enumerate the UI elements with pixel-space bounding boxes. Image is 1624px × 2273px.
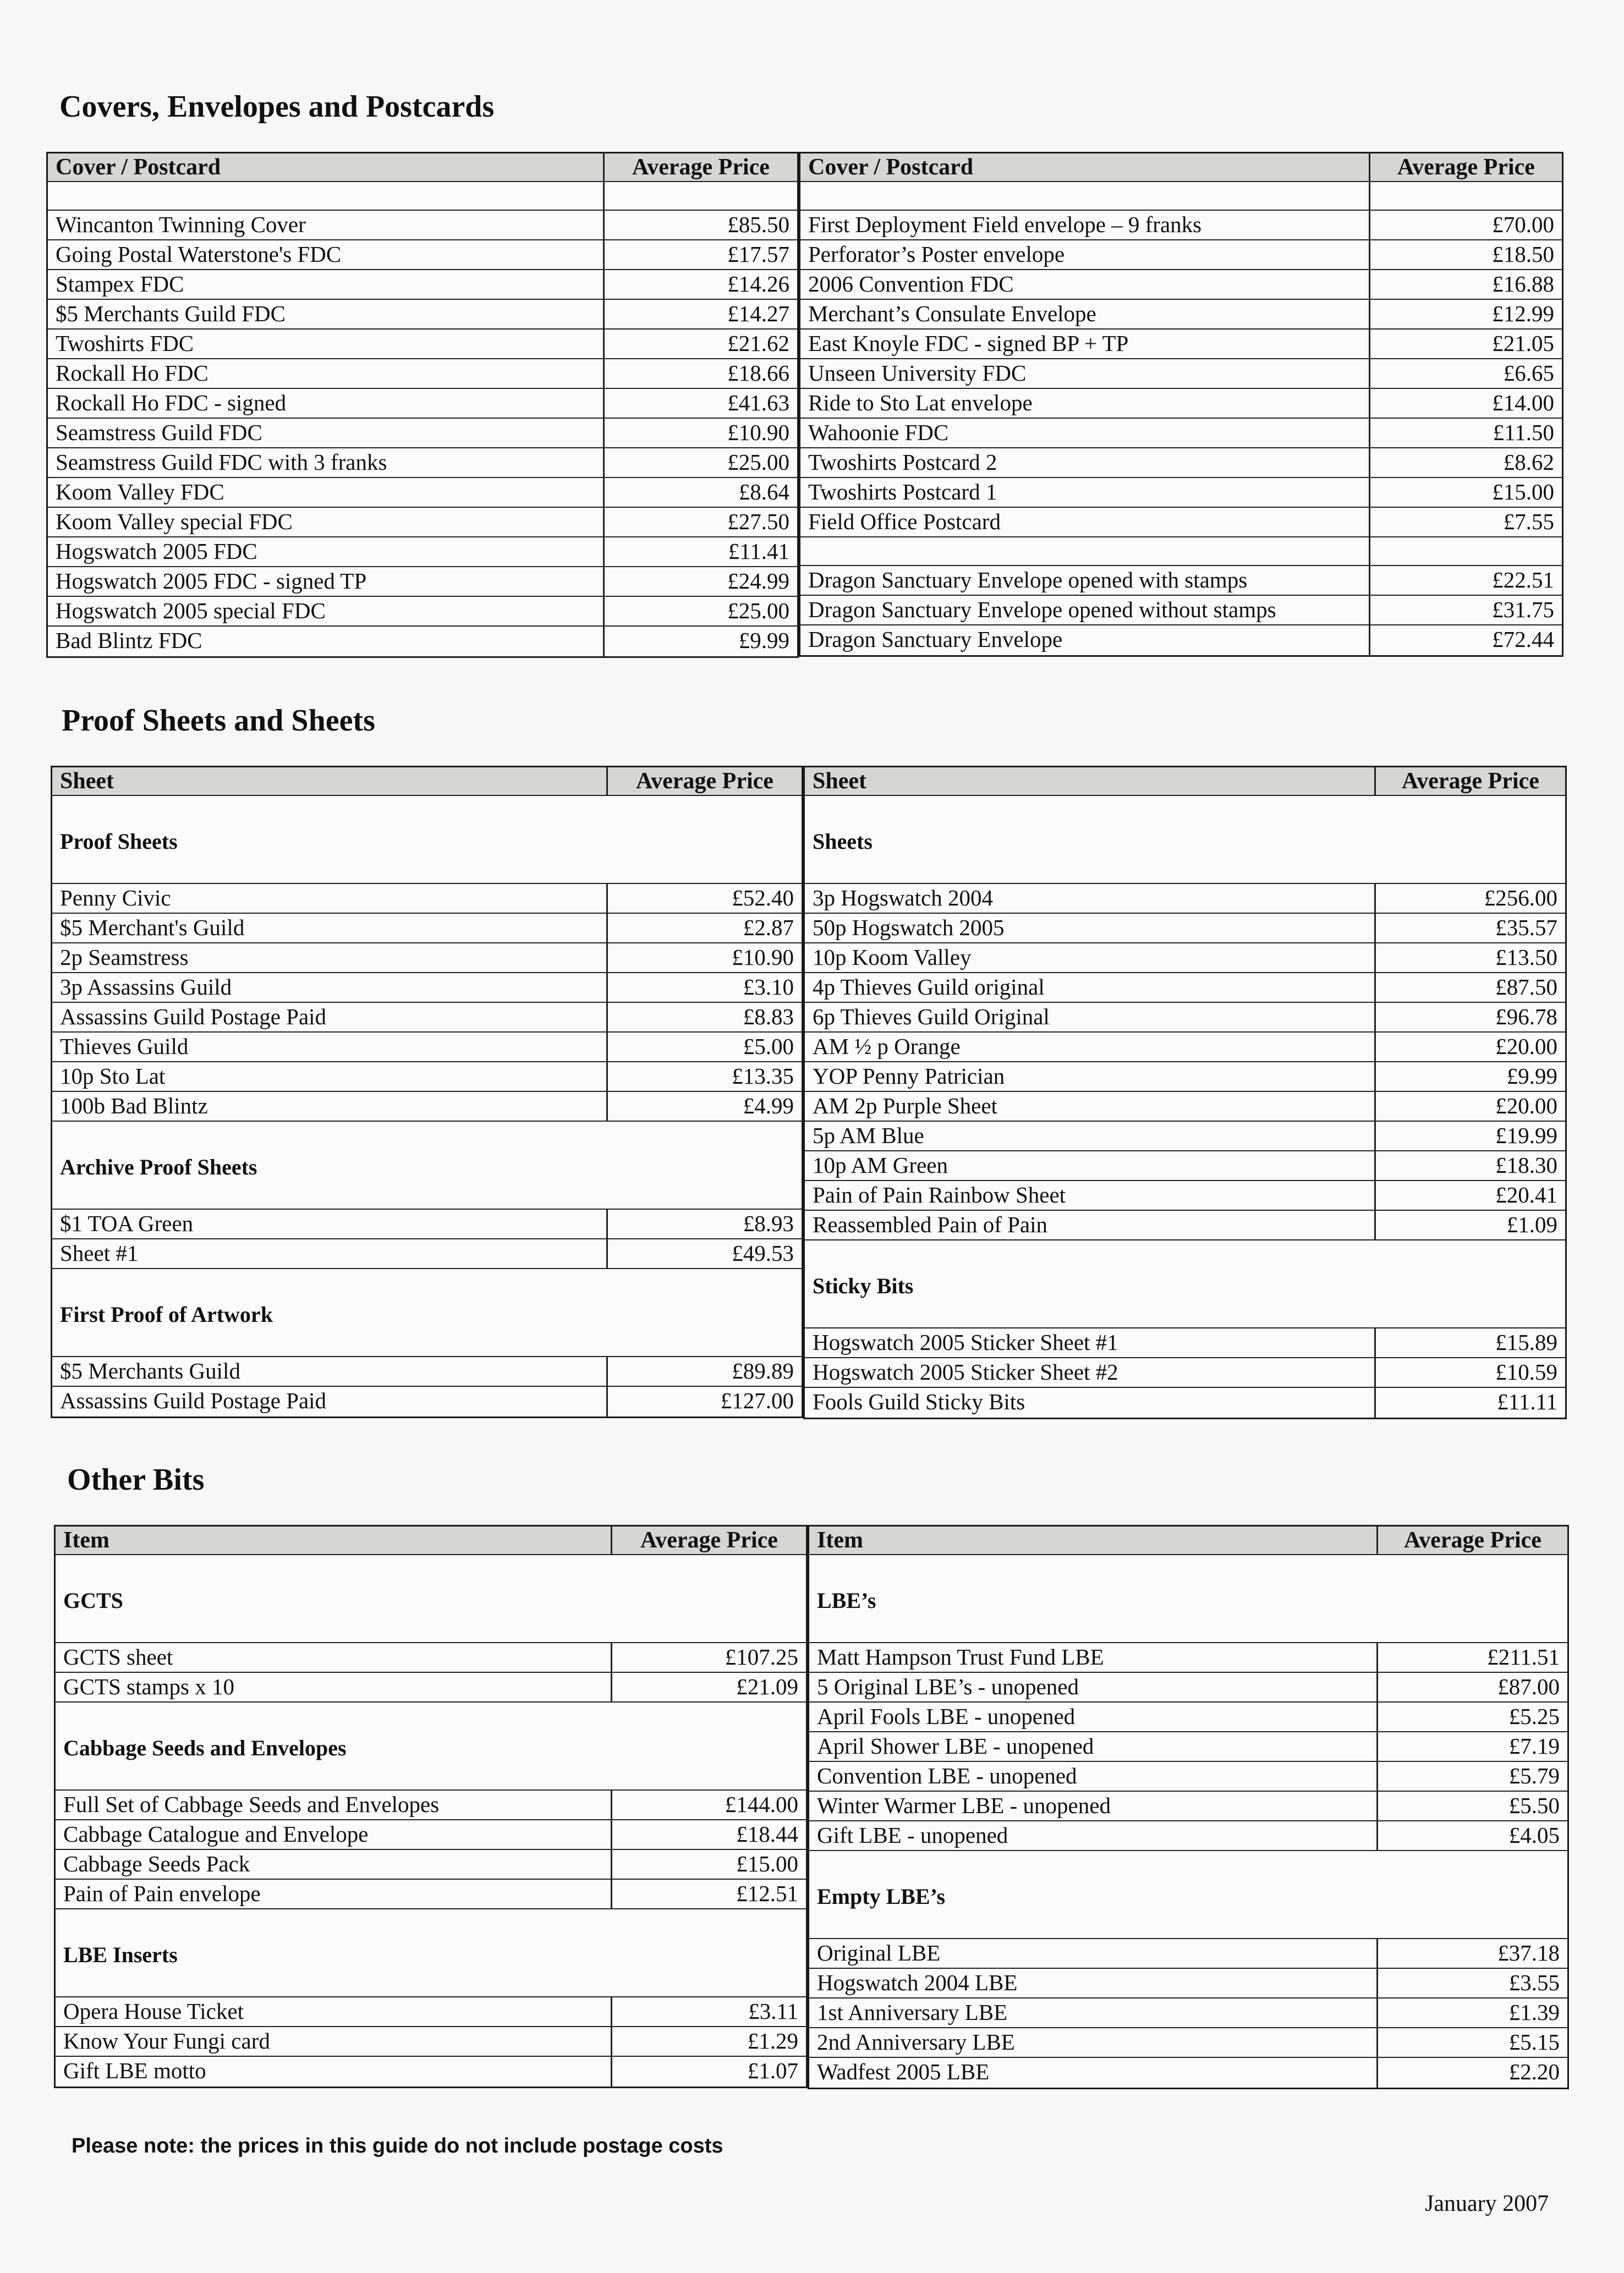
item-name: Original LBE bbox=[809, 1939, 1378, 1968]
item-price: £6.65 bbox=[1503, 360, 1554, 386]
item-price: £24.99 bbox=[727, 568, 789, 594]
item-name: 3p Hogswatch 2004 bbox=[805, 884, 1376, 913]
item-price: £21.05 bbox=[1492, 331, 1554, 356]
item-price: £127.00 bbox=[720, 1388, 794, 1413]
table-row bbox=[52, 1210, 802, 1239]
item-price: £10.90 bbox=[727, 420, 789, 445]
item-price: £18.66 bbox=[727, 360, 789, 386]
item-name: $5 Merchants Guild FDC bbox=[48, 300, 605, 328]
table-row bbox=[800, 270, 1562, 300]
table-row bbox=[52, 1033, 802, 1062]
item-name: Twoshirts Postcard 1 bbox=[800, 478, 1370, 507]
item-price: £13.50 bbox=[1495, 945, 1557, 970]
table-row bbox=[48, 389, 797, 419]
item-price: £8.64 bbox=[738, 479, 789, 504]
table-row bbox=[48, 330, 797, 359]
item-name: Pain of Pain Rainbow Sheet bbox=[805, 1181, 1376, 1210]
table-row bbox=[800, 419, 1562, 448]
group-heading: Proof Sheets bbox=[60, 829, 178, 854]
table-row bbox=[809, 1643, 1567, 1673]
item-price: £12.99 bbox=[1492, 301, 1554, 326]
group-heading: GCTS bbox=[63, 1588, 123, 1613]
item-price: £15.00 bbox=[736, 1851, 798, 1876]
section-title: Proof Sheets and Sheets bbox=[62, 704, 375, 738]
table-row bbox=[52, 1357, 802, 1387]
item-name: Hogswatch 2005 FDC bbox=[48, 537, 605, 566]
item-name: Koom Valley FDC bbox=[48, 478, 605, 507]
item-name: 10p Koom Valley bbox=[805, 943, 1376, 972]
item-price: £9.99 bbox=[738, 628, 789, 653]
group-heading-row bbox=[52, 1122, 802, 1210]
table-row bbox=[805, 1358, 1565, 1388]
item-price: £18.50 bbox=[1492, 241, 1554, 267]
item-name: 5p AM Blue bbox=[805, 1122, 1376, 1150]
item-price bbox=[1370, 182, 1562, 210]
table-row bbox=[52, 973, 802, 1003]
issue-date: January 2007 bbox=[1425, 2191, 1549, 2216]
item-name: East Knoyle FDC - signed BP + TP bbox=[800, 330, 1370, 358]
item-price: £7.19 bbox=[1508, 1733, 1560, 1759]
item-name: Matt Hampson Trust Fund LBE bbox=[809, 1643, 1378, 1672]
table-row bbox=[800, 330, 1562, 359]
item-name: GCTS sheet bbox=[56, 1643, 612, 1672]
item-name: AM 2p Purple Sheet bbox=[805, 1092, 1376, 1121]
item-name: YOP Penny Patrician bbox=[805, 1062, 1376, 1091]
item-price: £85.50 bbox=[727, 212, 789, 237]
item-name: Unseen University FDC bbox=[800, 359, 1370, 388]
item-price: £22.51 bbox=[1492, 567, 1554, 592]
item-name: Bad Blintz FDC bbox=[48, 627, 605, 656]
item-price: £2.87 bbox=[743, 915, 794, 940]
table-row bbox=[800, 508, 1562, 537]
section-title: Covers, Envelopes and Postcards bbox=[59, 90, 495, 124]
item-name: 1st Anniversary LBE bbox=[809, 1999, 1378, 2027]
item-price: £2.20 bbox=[1508, 2059, 1560, 2084]
table-row bbox=[800, 389, 1562, 419]
item-price: £9.99 bbox=[1506, 1063, 1557, 1089]
table-row bbox=[56, 1880, 806, 1909]
item-price: £144.00 bbox=[725, 1792, 798, 1817]
group-heading: Cabbage Seeds and Envelopes bbox=[63, 1736, 347, 1760]
column-header-price: Average Price bbox=[632, 155, 770, 180]
item-name: Hogswatch 2005 Sticker Sheet #1 bbox=[805, 1328, 1376, 1357]
group-heading-row bbox=[56, 1555, 806, 1643]
table-row bbox=[48, 448, 797, 478]
table-row bbox=[52, 1003, 802, 1033]
group-heading: Archive Proof Sheets bbox=[60, 1155, 257, 1179]
item-name: Field Office Postcard bbox=[800, 508, 1370, 536]
item-price: £89.89 bbox=[732, 1358, 794, 1383]
table-row bbox=[800, 300, 1562, 330]
item-price: £18.44 bbox=[736, 1821, 798, 1847]
sheets-table-right bbox=[803, 766, 1567, 1419]
table-row bbox=[52, 884, 802, 914]
item-price: £107.25 bbox=[725, 1644, 798, 1670]
table-header bbox=[800, 153, 1562, 182]
table-row bbox=[52, 1239, 802, 1269]
group-heading-row bbox=[805, 1240, 1565, 1328]
item-price: £16.88 bbox=[1492, 271, 1554, 297]
item-name: Opera House Ticket bbox=[56, 1997, 612, 2026]
item-price: £5.15 bbox=[1508, 2029, 1560, 2055]
item-name: Full Set of Cabbage Seeds and Envelopes bbox=[56, 1791, 612, 1819]
table-row bbox=[800, 478, 1562, 508]
item-name: Thieves Guild bbox=[52, 1033, 608, 1061]
item-name: AM ½ p Orange bbox=[805, 1033, 1376, 1061]
item-price: £11.11 bbox=[1497, 1389, 1557, 1414]
item-price: £25.00 bbox=[727, 598, 789, 623]
table-row bbox=[48, 300, 797, 330]
item-name bbox=[800, 537, 1370, 565]
item-name: 10p Sto Lat bbox=[52, 1062, 608, 1091]
item-price: £12.51 bbox=[736, 1881, 798, 1906]
table-row bbox=[800, 566, 1562, 596]
item-price: £5.79 bbox=[1508, 1763, 1560, 1788]
item-name: Gift LBE - unopened bbox=[809, 1821, 1378, 1850]
item-name: Twoshirts FDC bbox=[48, 330, 605, 358]
blank-row bbox=[800, 537, 1562, 566]
item-name: $5 Merchants Guild bbox=[52, 1357, 608, 1386]
item-name: GCTS stamps x 10 bbox=[56, 1673, 612, 1701]
item-name: Dragon Sanctuary Envelope bbox=[800, 625, 1370, 655]
table-row bbox=[52, 1062, 802, 1092]
table-header bbox=[809, 1527, 1567, 1555]
item-price: £21.62 bbox=[727, 331, 789, 356]
table-row bbox=[805, 1181, 1565, 1211]
table-row bbox=[52, 1387, 802, 1416]
section-title: Other Bits bbox=[67, 1463, 205, 1497]
table-row bbox=[809, 1792, 1567, 1821]
item-price: £52.40 bbox=[732, 885, 794, 910]
table-header bbox=[56, 1527, 806, 1555]
item-price: £49.53 bbox=[732, 1240, 794, 1266]
column-header-item: Item bbox=[56, 1527, 612, 1554]
table-row bbox=[48, 597, 797, 627]
blank-row bbox=[48, 182, 797, 211]
item-price: £8.93 bbox=[743, 1211, 794, 1236]
item-price bbox=[605, 182, 797, 210]
table-row bbox=[52, 914, 802, 943]
item-name: April Shower LBE - unopened bbox=[809, 1732, 1378, 1761]
item-price: £18.30 bbox=[1495, 1152, 1557, 1178]
item-name: 10p AM Green bbox=[805, 1151, 1376, 1180]
item-name: Know Your Fungi card bbox=[56, 2027, 612, 2056]
item-price: £1.07 bbox=[747, 2058, 798, 2083]
table-row bbox=[56, 2027, 806, 2057]
item-price: £10.90 bbox=[732, 945, 794, 970]
group-heading-row bbox=[805, 796, 1565, 884]
item-price: £19.99 bbox=[1495, 1123, 1557, 1148]
table-row bbox=[48, 419, 797, 448]
item-name: Hogswatch 2005 FDC - signed TP bbox=[48, 567, 605, 596]
item-price: £211.51 bbox=[1487, 1644, 1560, 1670]
item-name: 3p Assassins Guild bbox=[52, 973, 608, 1002]
table-row bbox=[805, 884, 1565, 914]
table-row bbox=[56, 2057, 806, 2087]
table-row bbox=[805, 1211, 1565, 1240]
table-row bbox=[56, 1850, 806, 1880]
table-row bbox=[805, 1328, 1565, 1358]
blank-row bbox=[800, 182, 1562, 211]
column-header-price: Average Price bbox=[640, 1528, 778, 1553]
table-row bbox=[56, 1791, 806, 1820]
column-header-item: Cover / Postcard bbox=[800, 153, 1370, 181]
item-price: £96.78 bbox=[1495, 1004, 1557, 1029]
column-header-price: Average Price bbox=[1404, 1528, 1541, 1553]
item-price: £10.59 bbox=[1495, 1359, 1557, 1385]
item-name: Penny Civic bbox=[52, 884, 608, 913]
item-name bbox=[48, 182, 605, 210]
table-row bbox=[48, 211, 797, 240]
item-name: 100b Bad Blintz bbox=[52, 1092, 608, 1121]
item-price: £11.41 bbox=[728, 539, 789, 564]
item-name: $1 TOA Green bbox=[52, 1210, 608, 1238]
table-header bbox=[52, 767, 802, 796]
item-price: £14.27 bbox=[727, 301, 789, 326]
table-row bbox=[56, 1997, 806, 2027]
table-row bbox=[800, 359, 1562, 389]
item-name: 2p Seamstress bbox=[52, 943, 608, 972]
item-name: 50p Hogswatch 2005 bbox=[805, 914, 1376, 942]
item-price: £5.00 bbox=[743, 1034, 794, 1059]
item-price: £11.50 bbox=[1493, 420, 1554, 445]
item-name: Hogswatch 2005 Sticker Sheet #2 bbox=[805, 1358, 1376, 1387]
covers-table-left bbox=[46, 152, 799, 658]
item-price: £256.00 bbox=[1484, 885, 1557, 910]
table-row bbox=[809, 1939, 1567, 1969]
table-row bbox=[48, 508, 797, 537]
table-row bbox=[48, 537, 797, 567]
group-heading-row bbox=[52, 1269, 802, 1357]
table-row bbox=[805, 1151, 1565, 1181]
other-table-left bbox=[54, 1525, 808, 2088]
item-name: $5 Merchant's Guild bbox=[52, 914, 608, 942]
table-row bbox=[805, 914, 1565, 943]
column-header-price: Average Price bbox=[1397, 155, 1535, 180]
item-name: Dragon Sanctuary Envelope opened without stamps bbox=[800, 596, 1370, 624]
column-header-price: Average Price bbox=[1402, 768, 1539, 794]
item-name: Gift LBE motto bbox=[56, 2057, 612, 2087]
table-row bbox=[48, 270, 797, 300]
table-row bbox=[805, 1003, 1565, 1033]
group-heading-row bbox=[56, 1909, 806, 1997]
table-row bbox=[809, 1673, 1567, 1703]
group-heading-row bbox=[809, 1851, 1567, 1939]
table-row bbox=[800, 240, 1562, 270]
item-name: Pain of Pain envelope bbox=[56, 1880, 612, 1908]
item-price: £20.00 bbox=[1495, 1093, 1557, 1118]
item-name: April Fools LBE - unopened bbox=[809, 1703, 1378, 1731]
table-row bbox=[805, 1033, 1565, 1062]
table-row bbox=[809, 1703, 1567, 1732]
item-price: £87.50 bbox=[1495, 974, 1557, 1000]
table-row bbox=[809, 2058, 1567, 2088]
item-price: £14.00 bbox=[1492, 390, 1554, 415]
table-row bbox=[809, 2028, 1567, 2058]
table-row bbox=[805, 973, 1565, 1003]
item-name bbox=[800, 182, 1370, 210]
item-price: £3.11 bbox=[748, 1999, 798, 2024]
item-price: £3.55 bbox=[1508, 1970, 1560, 1995]
covers-table-right bbox=[799, 152, 1563, 657]
table-header bbox=[48, 153, 797, 182]
item-name: Stampex FDC bbox=[48, 270, 605, 299]
column-header-price: Average Price bbox=[636, 768, 773, 794]
item-price: £21.09 bbox=[736, 1674, 798, 1699]
group-heading: LBE’s bbox=[817, 1588, 876, 1613]
table-row bbox=[809, 1821, 1567, 1851]
table-row bbox=[805, 1122, 1565, 1151]
item-name: Perforator’s Poster envelope bbox=[800, 240, 1370, 269]
item-name: First Deployment Field envelope – 9 franks bbox=[800, 211, 1370, 239]
column-header-item: Sheet bbox=[805, 767, 1376, 795]
item-price: £20.41 bbox=[1495, 1182, 1557, 1207]
table-row bbox=[56, 1820, 806, 1850]
item-name: 2006 Convention FDC bbox=[800, 270, 1370, 299]
item-price: £4.05 bbox=[1508, 1822, 1560, 1848]
item-price: £35.57 bbox=[1495, 915, 1557, 940]
group-heading-row bbox=[809, 1555, 1567, 1643]
item-name: Cabbage Catalogue and Envelope bbox=[56, 1820, 612, 1849]
item-price: £25.00 bbox=[727, 449, 789, 475]
item-name: Seamstress Guild FDC with 3 franks bbox=[48, 448, 605, 477]
item-name: Sheet #1 bbox=[52, 1239, 608, 1268]
table-row bbox=[809, 1969, 1567, 1999]
item-name: Seamstress Guild FDC bbox=[48, 419, 605, 447]
table-header bbox=[805, 767, 1565, 796]
item-price: £70.00 bbox=[1492, 212, 1554, 237]
item-name: 5 Original LBE’s - unopened bbox=[809, 1673, 1378, 1701]
item-price: £87.00 bbox=[1497, 1674, 1560, 1699]
item-name: Hogswatch 2004 LBE bbox=[809, 1969, 1378, 1997]
table-row bbox=[809, 1999, 1567, 2028]
item-price: £41.63 bbox=[727, 390, 789, 415]
table-row bbox=[48, 567, 797, 597]
item-name: Merchant’s Consulate Envelope bbox=[800, 300, 1370, 328]
item-name: Reassembled Pain of Pain bbox=[805, 1211, 1376, 1239]
item-name: Dragon Sanctuary Envelope opened with stamps bbox=[800, 566, 1370, 595]
item-name: Twoshirts Postcard 2 bbox=[800, 448, 1370, 477]
table-row bbox=[52, 1092, 802, 1122]
column-header-item: Sheet bbox=[52, 767, 608, 795]
item-name: Hogswatch 2005 special FDC bbox=[48, 597, 605, 625]
item-price: £1.09 bbox=[1506, 1212, 1557, 1237]
item-name: Wahoonie FDC bbox=[800, 419, 1370, 447]
item-price: £8.62 bbox=[1503, 449, 1554, 475]
item-name: Cabbage Seeds Pack bbox=[56, 1850, 612, 1879]
column-header-item: Item bbox=[809, 1527, 1378, 1554]
group-heading-row bbox=[56, 1703, 806, 1791]
item-name: Ride to Sto Lat envelope bbox=[800, 389, 1370, 418]
item-price: £15.00 bbox=[1492, 479, 1554, 504]
other-table-right bbox=[808, 1525, 1569, 2089]
table-row bbox=[56, 1673, 806, 1703]
item-price bbox=[1370, 537, 1562, 565]
item-price: £20.00 bbox=[1495, 1034, 1557, 1059]
table-row bbox=[800, 596, 1562, 625]
item-name: Winter Warmer LBE - unopened bbox=[809, 1792, 1378, 1820]
group-heading: First Proof of Artwork bbox=[60, 1302, 273, 1327]
item-price: £3.10 bbox=[743, 974, 794, 1000]
table-row bbox=[48, 478, 797, 508]
item-name: Assassins Guild Postage Paid bbox=[52, 1003, 608, 1031]
item-price: £13.35 bbox=[732, 1063, 794, 1089]
table-row bbox=[805, 1092, 1565, 1122]
item-name: Koom Valley special FDC bbox=[48, 508, 605, 536]
table-row bbox=[809, 1762, 1567, 1792]
table-row bbox=[52, 943, 802, 973]
item-name: 2nd Anniversary LBE bbox=[809, 2028, 1378, 2057]
item-price: £17.57 bbox=[727, 241, 789, 267]
table-row bbox=[800, 448, 1562, 478]
table-row bbox=[805, 1062, 1565, 1092]
item-price: £4.99 bbox=[743, 1093, 794, 1118]
item-price: £37.18 bbox=[1497, 1940, 1560, 1965]
item-price: £7.55 bbox=[1503, 509, 1554, 534]
table-row bbox=[800, 211, 1562, 240]
item-name: Rockall Ho FDC - signed bbox=[48, 389, 605, 418]
table-row bbox=[805, 943, 1565, 973]
item-price: £8.83 bbox=[743, 1004, 794, 1029]
table-row bbox=[805, 1388, 1565, 1418]
item-price: £5.25 bbox=[1508, 1704, 1560, 1729]
group-heading-row bbox=[52, 796, 802, 884]
item-name: 6p Thieves Guild Original bbox=[805, 1003, 1376, 1031]
table-row bbox=[48, 359, 797, 389]
item-price: £31.75 bbox=[1492, 597, 1554, 622]
item-name: Convention LBE - unopened bbox=[809, 1762, 1378, 1791]
group-heading: Sticky Bits bbox=[813, 1273, 914, 1298]
table-row bbox=[809, 1732, 1567, 1762]
item-name: 4p Thieves Guild original bbox=[805, 973, 1376, 1002]
item-price: £5.50 bbox=[1508, 1793, 1560, 1818]
table-row bbox=[56, 1643, 806, 1673]
item-price: £15.89 bbox=[1495, 1330, 1557, 1355]
group-heading: LBE Inserts bbox=[63, 1942, 178, 1967]
table-row bbox=[48, 627, 797, 656]
item-price: £1.29 bbox=[747, 2028, 798, 2054]
table-row bbox=[800, 625, 1562, 655]
group-heading: Empty LBE’s bbox=[817, 1884, 946, 1909]
table-row bbox=[48, 240, 797, 270]
item-price: £1.39 bbox=[1508, 2000, 1560, 2025]
item-name: Fools Guild Sticky Bits bbox=[805, 1388, 1376, 1418]
sheets-table-left bbox=[51, 766, 803, 1418]
item-name: Wincanton Twinning Cover bbox=[48, 211, 605, 239]
item-name: Rockall Ho FDC bbox=[48, 359, 605, 388]
column-header-item: Cover / Postcard bbox=[48, 153, 605, 181]
item-price: £14.26 bbox=[727, 271, 789, 297]
item-price: £27.50 bbox=[727, 509, 789, 534]
postage-note: Please note: the prices in this guide do not include postage costs bbox=[72, 2134, 723, 2157]
group-heading: Sheets bbox=[813, 829, 873, 854]
item-name: Assassins Guild Postage Paid bbox=[52, 1387, 608, 1416]
item-name: Wadfest 2005 LBE bbox=[809, 2058, 1378, 2088]
item-name: Going Postal Waterstone's FDC bbox=[48, 240, 605, 269]
item-price: £72.44 bbox=[1492, 627, 1554, 652]
